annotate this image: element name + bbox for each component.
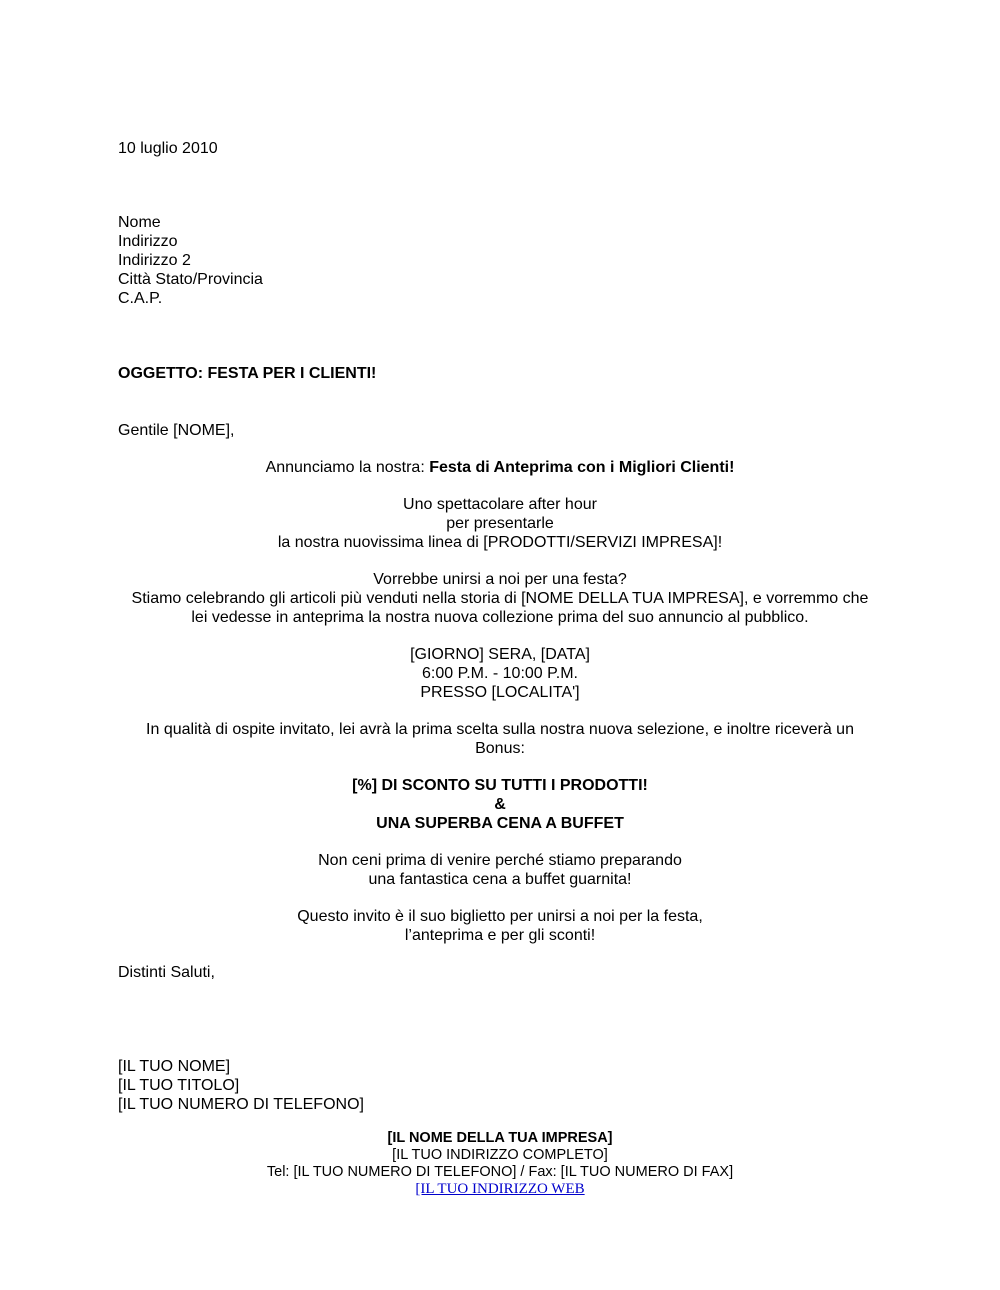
- recipient-zip: C.A.P.: [118, 290, 163, 307]
- invite-line: Vorrebbe unirsi a noi per una festa?: [373, 571, 627, 588]
- announcement-prefix: Annunciamo la nostra:: [265, 459, 430, 476]
- recipient-city-state: Città Stato/Provincia: [118, 271, 263, 288]
- ticket-line: l’anteprima e per gli sconti!: [404, 927, 596, 944]
- ticket-line: Questo invito è il suo biglietto per unirsi a noi per la festa,: [297, 908, 703, 925]
- bonus-line: [%] DI SCONTO SU TUTTI I PRODOTTI!: [352, 777, 648, 794]
- invite-line: lei vedesse in anteprima la nostra nuova collezione prima del suo annuncio al pubblico.: [191, 609, 809, 626]
- bonus-line: UNA SUPERBA CENA A BUFFET: [376, 815, 624, 832]
- signature-title: [IL TUO TITOLO]: [118, 1077, 240, 1094]
- event-line: [GIORNO] SERA, [DATA]: [410, 646, 590, 663]
- footer-web-link[interactable]: [IL TUO INDIRIZZO WEB: [415, 1181, 585, 1197]
- intro-line: Uno spettacolare after hour: [403, 496, 597, 513]
- letter-closing: Distinti Saluti,: [118, 964, 215, 981]
- signature-phone: [IL TUO NUMERO DI TELEFONO]: [118, 1096, 364, 1113]
- invite-line: Stiamo celebrando gli articoli più venduti nella storia di [NOME DELLA TUA IMPRESA], e vorremmo che: [131, 590, 869, 607]
- intro-line: per presentarle: [446, 515, 554, 532]
- intro-line: la nostra nuovissima linea di [PRODOTTI/SERVIZI IMPRESA]!: [277, 534, 723, 551]
- dinner-line: Non ceni prima di venire perché stiamo preparando: [318, 852, 682, 869]
- footer-address: [IL TUO INDIRIZZO COMPLETO]: [392, 1147, 608, 1163]
- letter-subject: OGGETTO: FESTA PER I CLIENTI!: [118, 365, 377, 382]
- letter-salutation: Gentile [NOME],: [118, 422, 235, 439]
- bonus-line: &: [494, 796, 506, 813]
- footer-web-row: [0, 1181, 1000, 1198]
- footer-contact: Tel: [IL TUO NUMERO DI TELEFONO] / Fax: [IL TUO NUMERO DI FAX]: [266, 1164, 734, 1180]
- guest-line: Bonus:: [475, 740, 525, 757]
- announcement: [0, 458, 1000, 477]
- announcement-event-name: Festa di Anteprima con i Migliori Clienti!: [429, 459, 735, 476]
- footer-company: [IL NOME DELLA TUA IMPRESA]: [387, 1130, 613, 1146]
- letter-date: 10 luglio 2010: [118, 140, 218, 157]
- event-line: 6:00 P.M. - 10:00 P.M.: [422, 665, 578, 682]
- dinner-line: una fantastica cena a buffet guarnita!: [368, 871, 632, 888]
- recipient-address: Indirizzo: [118, 233, 178, 250]
- recipient-name: Nome: [118, 214, 161, 231]
- event-line: PRESSO [LOCALITA']: [420, 684, 580, 701]
- signature-name: [IL TUO NOME]: [118, 1058, 231, 1075]
- guest-line: In qualità di ospite invitato, lei avrà la prima scelta sulla nostra nuova selezione, e inoltre riceverà un: [146, 721, 854, 738]
- recipient-address2: Indirizzo 2: [118, 252, 191, 269]
